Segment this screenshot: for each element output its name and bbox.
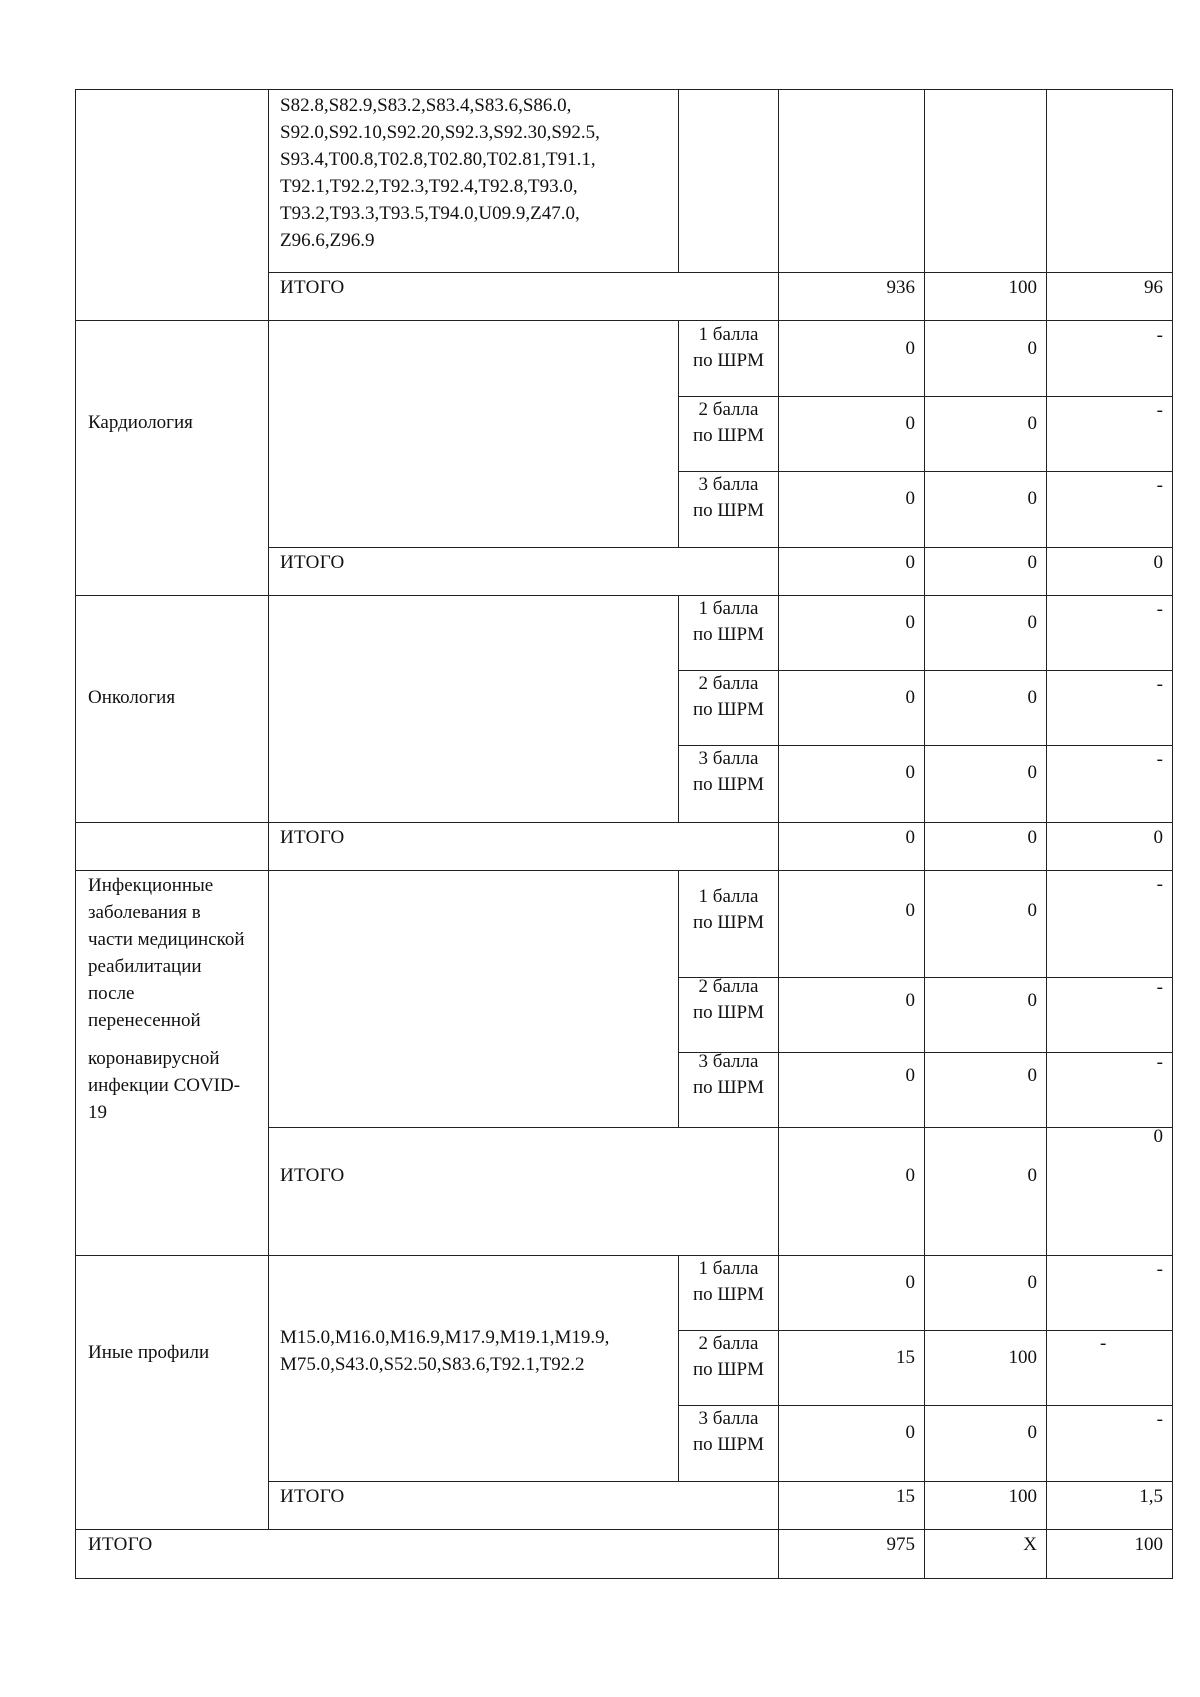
oncology-grade-3: 3 балла по ШРМ bbox=[692, 748, 765, 795]
other-grade-3-v1: 0 bbox=[905, 1422, 915, 1443]
oncology-grade-1-v1: 0 bbox=[905, 612, 915, 633]
top-total-v1: 936 bbox=[886, 277, 915, 298]
oncology-total-v1: 0 bbox=[905, 827, 915, 848]
covid-grade-2-v3: - bbox=[1156, 977, 1163, 998]
top-diagnosis-codes: S82.8,S82.9,S83.2,S83.4,S83.6,S86.0, S92.0,S92.10,S92.20,S92.3,S92.30,S92.5, S93.4,T00.8,T02.8,T02.80,T02.81,T91.1, T92.1,T92.2,T92.3,T92.4,T92.8,T93.0, T93.2,T93.3,T93.5,T94.0,U09.9,Z47.0, Z96.6,Z96.9 bbox=[280, 95, 600, 251]
covid-grade-3-v3: - bbox=[1156, 1052, 1163, 1073]
cardiology-grade-3: 3 балла по ШРМ bbox=[692, 474, 765, 521]
other-grade-2-v1: 15 bbox=[896, 1347, 915, 1368]
other-total-label: ИТОГО bbox=[280, 1486, 345, 1507]
other-grade-2-v3: - bbox=[1100, 1333, 1107, 1354]
covid-total-v1: 0 bbox=[905, 1165, 915, 1186]
covid-grade-2-v2: 0 bbox=[1027, 990, 1037, 1011]
other-grade-3: 3 балла по ШРМ bbox=[692, 1408, 765, 1455]
oncology-grade-1-v2: 0 bbox=[1027, 612, 1037, 633]
oncology-grade-1: 1 балла по ШРМ bbox=[692, 598, 765, 645]
covid-grade-3: 3 балла по ШРМ bbox=[692, 1051, 765, 1098]
cardiology-grade-1-v3: - bbox=[1156, 325, 1163, 346]
covid-grade-1-v2: 0 bbox=[1027, 900, 1037, 921]
covid-grade-1-v1: 0 bbox=[905, 900, 915, 921]
oncology-grade-2-v2: 0 bbox=[1027, 687, 1037, 708]
covid-grade-2-v1: 0 bbox=[905, 990, 915, 1011]
covid-grade-2: 2 балла по ШРМ bbox=[692, 976, 765, 1023]
profile-name-oncology: Онкология bbox=[88, 687, 176, 708]
top-total-v3: 96 bbox=[1144, 277, 1163, 298]
covid-grade-3-v1: 0 bbox=[905, 1065, 915, 1086]
oncology-grade-2-v3: - bbox=[1156, 674, 1163, 695]
other-grade-3-v3: - bbox=[1156, 1409, 1163, 1430]
profile-name-other: Иные профили bbox=[88, 1342, 210, 1363]
grand-total-v3: 100 bbox=[1134, 1534, 1163, 1555]
other-grade-1: 1 балла по ШРМ bbox=[692, 1258, 765, 1305]
cardiology-grade-2-v2: 0 bbox=[1027, 413, 1037, 434]
other-total-v2: 100 bbox=[1008, 1486, 1037, 1507]
cardiology-total-v3: 0 bbox=[1153, 552, 1163, 573]
cardiology-grade-2-v3: - bbox=[1156, 400, 1163, 421]
top-total-label: ИТОГО bbox=[280, 277, 345, 298]
other-grade-1-v3: - bbox=[1156, 1259, 1163, 1280]
cardiology-grade-3-v3: - bbox=[1156, 475, 1163, 496]
cardiology-grade-2: 2 балла по ШРМ bbox=[692, 399, 765, 446]
oncology-grade-2-v1: 0 bbox=[905, 687, 915, 708]
other-total-v1: 15 bbox=[896, 1486, 915, 1507]
other-grade-2: 2 балла по ШРМ bbox=[692, 1333, 765, 1380]
grand-total-v1: 975 bbox=[886, 1534, 915, 1555]
covid-grade-1-v3: - bbox=[1156, 874, 1163, 895]
cardiology-grade-1: 1 балла по ШРМ bbox=[692, 324, 765, 371]
other-grade-3-v2: 0 bbox=[1027, 1422, 1037, 1443]
cardiology-grade-3-v1: 0 bbox=[905, 488, 915, 509]
cardiology-grade-1-v2: 0 bbox=[1027, 338, 1037, 359]
oncology-grade-3-v1: 0 bbox=[905, 762, 915, 783]
oncology-grade-3-v2: 0 bbox=[1027, 762, 1037, 783]
cardiology-grade-1-v1: 0 bbox=[905, 338, 915, 359]
other-grade-2-v2: 100 bbox=[1008, 1347, 1037, 1368]
profile-name-covid-part1: Инфекционные заболевания в части медицинской реабилитации после перенесенной bbox=[88, 875, 245, 1031]
other-diagnosis-codes: M15.0,M16.0,M16.9,M17.9,M19.1,M19.9, M75.0,S43.0,S52.50,S83.6,T92.1,T92.2 bbox=[280, 1327, 610, 1375]
cardiology-total-v1: 0 bbox=[905, 552, 915, 573]
profile-name-covid-part2: коронавирусной инфекции COVID- 19 bbox=[88, 1048, 241, 1123]
covid-total-v3: 0 bbox=[1153, 1126, 1163, 1147]
top-total-v2: 100 bbox=[1008, 277, 1037, 298]
oncology-total-label: ИТОГО bbox=[280, 827, 345, 848]
covid-total-v2: 0 bbox=[1027, 1165, 1037, 1186]
covid-grade-3-v2: 0 bbox=[1027, 1065, 1037, 1086]
cardiology-grade-2-v1: 0 bbox=[905, 413, 915, 434]
grand-total-label: ИТОГО bbox=[88, 1534, 153, 1555]
other-grade-1-v2: 0 bbox=[1027, 1272, 1037, 1293]
covid-total-label: ИТОГО bbox=[280, 1165, 345, 1186]
other-total-v3: 1,5 bbox=[1139, 1486, 1163, 1507]
other-grade-1-v1: 0 bbox=[905, 1272, 915, 1293]
profile-name-cardiology: Кардиология bbox=[88, 412, 193, 433]
oncology-grade-3-v3: - bbox=[1156, 749, 1163, 770]
oncology-total-v2: 0 bbox=[1027, 827, 1037, 848]
oncology-total-v3: 0 bbox=[1153, 827, 1163, 848]
cardiology-total-label: ИТОГО bbox=[280, 552, 345, 573]
grand-total-v2: X bbox=[1023, 1534, 1037, 1555]
oncology-grade-2: 2 балла по ШРМ bbox=[692, 673, 765, 720]
cardiology-total-v2: 0 bbox=[1027, 552, 1037, 573]
oncology-grade-1-v3: - bbox=[1156, 599, 1163, 620]
cardiology-grade-3-v2: 0 bbox=[1027, 488, 1037, 509]
covid-grade-1: 1 балла по ШРМ bbox=[692, 886, 765, 933]
